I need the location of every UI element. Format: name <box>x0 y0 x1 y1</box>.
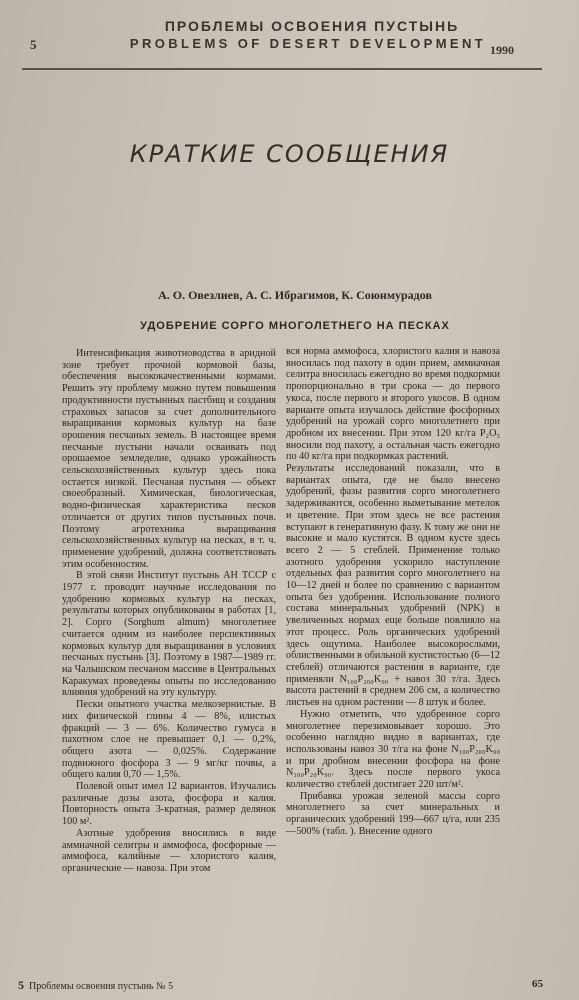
journal-title-en: PROBLEMS OF DESERT DEVELOPMENT <box>129 36 487 51</box>
header-rule <box>22 68 542 70</box>
page-footer <box>18 978 563 994</box>
page-number: 65 <box>532 978 543 990</box>
paragraph: Прибавка урожая зеленой массы сорго многолетнего за счет минеральных и органических удобрений 199—667 ц/га, или 235—500% (табл. ). Внесение одного <box>286 790 500 837</box>
issue-year: 1990 <box>490 43 514 57</box>
paragraph: В этой связи Институт пустынь АН ТССР с 1977 г. проводит научные исследования по удобрению кормовых культур на песках, результаты которых опубликованы в работах [1, 2]. Сорго (Sorghum almum) многолетнее считается одним из наиболее перспективных кормовых культур для выращивания в условиях песчаных пустынь [3]. Поэтому в 1987—1989 гг. на Чалышском песчаном массиве в Центральных Каракумах проведены опыты по исследованию влияния удобрений на эту культуру. <box>62 570 276 699</box>
paragraph: вся норма аммофоса, хлористого калия и навоза вносилась под пахоту в один прием, аммиачная селитра вносилась ежегодно во время подкормки пропорционально в три срока — до первого укоса, после первого и второго укосов. В одном варианте опыта изучалось действие фосфорных удобрений на урожай сорго многолетнего при дробном их внесении. При этом 120 кг/га P₂O₅ вносили под пахоту, а остальная часть ежегодно по 40 кг/га при подкормках растений. <box>286 346 500 463</box>
running-head <box>0 18 579 68</box>
article-authors: А. О. Овезлиев, А. С. Ибрагимов, К. Союнмурадов <box>158 288 432 302</box>
text-column-left <box>62 348 276 875</box>
footer-issue-mark: 5 <box>18 978 24 992</box>
paragraph: Полевой опыт имел 12 вариантов. Изучались различные дозы азота, фосфора и калия. Повторность опыта 3-кратная, размер делянок 100 м². <box>62 781 276 828</box>
footer-journal <box>18 978 173 993</box>
paragraph: Азотные удобрения вносились в виде аммиачной селитры и аммофоса, фосфорные — аммофоса, калийные — хлористого калия, органические — навоза. При этом <box>62 827 276 874</box>
paragraph: Интенсификация животноводства в аридной зоне требует прочной кормовой базы, обеспечения высококачественными кормами. Решить эту проблему можно путем повышения продуктивности пустынных пастбищ и создания страховых запасов за счет дополнительного выращивания кормовых культур на базе орошения песчаных земель. В настоящее время песчаные пустыни начали осваивать под орошаемое земледелие, однако урожайность сельскохозяйственных культур здесь пока остается низкой. Песчаная пустыня — объект своеобразный. Химическая, биологическая, водно-физическая характеристика песков отличается от других типов пустынных почв. Поэтому агротехника выращивания сельскохозяйственных культур на песках, в т. ч. применение удобрений, должна соответствовать этим особенностям. <box>62 348 276 570</box>
paragraph: Результаты исследований показали, что в вариантах опыта, где не было внесено удобрений, фазы развития сорго многолетнего задерживаются, особенно выметывание метелок и цветение. При этом здесь не все растения вступают в генеративную фазу. К тому же они не высокие и мало кустятся. В одном кусте здесь всего 2 — 5 стеблей. Применение только азотного удобрения ускорило наступление отдельных фаз развития сорго многолетнего на 10—12 дней и более по сравнению с вариантом опыта без удобрения. Использование полного состава минеральных удобрений (NPK) в увеличенных нормах еще больше повлияло на этот процесс. Роль органических удобрений здесь ощутима. Наиболее высокорослыми, облиственными в обильной кустистостью (6—12 стеблей) отличаются растения в варианте, где применяли N₁₀₀P₂₀₀K₉₀ + навоз 30 т/га. Здесь высота растений в среднем 206 см, а количество листьев на одном растении — 8 штук и более. <box>286 463 500 709</box>
article-title: УДОБРЕНИЕ СОРГО МНОГОЛЕТНЕГО НА ПЕСКАХ <box>140 320 450 332</box>
paragraph: Нужно отметить, что удобренное сорго многолетнее перезимовывает хорошо. Это особенно наглядно видно в вариантах, где использованы навоз 30 т/га на фоне N₁₀₀P₂₀₀K₉₀ и при дробном внесении фосфора на фоне N₁₀₀P₂₀K₉₀. Здесь после первого укоса количество стеблей достигает 220 шт/м². <box>286 708 500 791</box>
footer-text: Проблемы освоения пустынь № 5 <box>29 981 174 992</box>
issue-number: 5 <box>30 37 37 52</box>
paragraph: Пески опытного участка мелкозернистые. В них физической глины 4 — 8%, илистых фракций — 3 — 6%. Количество гумуса в пахотном слое не превышает 0,1 — 0,2%, общего азота — 0,025%. Содержание подвижного фосфора 3 — 9 мг/кг почвы, а общего калия 0,70 — 1,5%. <box>62 699 276 781</box>
text-column-right <box>286 346 500 838</box>
section-title: КРАТКИЕ СООБЩЕНИЯ <box>129 140 450 168</box>
journal-title-ru: ПРОБЛЕМЫ ОСВОЕНИЯ ПУСТЫНЬ <box>164 18 460 34</box>
